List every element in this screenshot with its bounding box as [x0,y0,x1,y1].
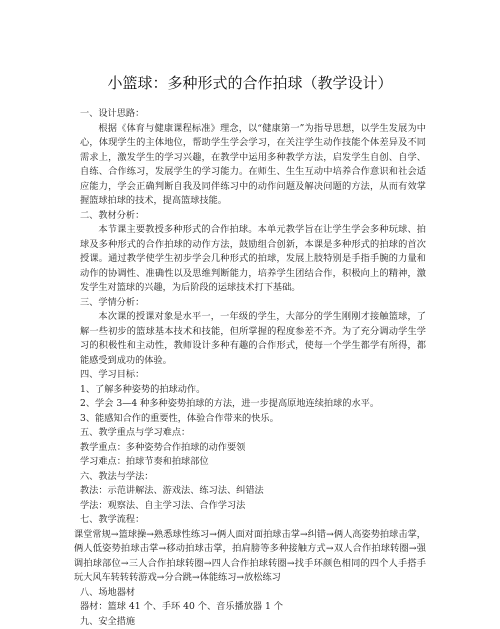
teaching-key-point: 教学重点：多种姿势合作拍球的动作要领 [80,441,426,456]
paragraph-learner-analysis: 本次课的授课对象是水平一，一年级的学生，大部分的学生刚刚才接触篮球，了解一些初步的篮球基本技术和技能，但所掌握的程度参差不齐。为了充分调动学生学习的积极性和主动性，教师设计多种有趣的合作形式，使每一个学生都学有所得，都能感受到成功的体验。 [80,310,426,368]
section-heading-focus: 五、教学重点与学习难点： [80,426,426,441]
equipment-list: 器材：篮球 41 个、手环 40 个、音乐播放器 1 个 [80,600,426,615]
learning-methods: 学法：观察法、自主学习法、合作学习法 [80,499,426,514]
goal-item: 3、能感知合作的重要性，体验合作带来的快乐。 [80,412,426,427]
teaching-methods: 教法：示范讲解法、游戏法、练习法、纠错法 [80,484,426,499]
paragraph-design-idea: 根据《体育与健康课程标准》理念，以“健康第一”为指导思想，以学生发展为中心，体现学生的主体地位，帮助学生学会学习，在关注学生动作技能个体差异及不同需求上，激发学生的学习兴趣，在教学中运用多种教学方法，启发学生自创、自学、自练、合作练习，发展学生的学习能力。在师生、生生互动中培养合作意识和社会适应能力，学会正确判断自我及同伴练习中的动作问题及解决问题的方法，从而有效掌握篮球拍球的技术，提高篮球技能。 [80,122,426,209]
learning-difficulty: 学习难点：拍球节奏和拍球部位 [80,455,426,470]
section-heading-methods: 六、教法与学法： [80,470,426,485]
section-heading-design: 一、设计思路： [80,107,426,122]
goal-item: 1、了解多种姿势的拍球动作。 [80,383,426,398]
goal-item: 2、学会 3—4 种多种姿势拍球的方法，进一步提高原地连续拍球的水平。 [80,397,426,412]
section-heading-learner: 三、学情分析： [80,296,426,311]
section-heading-material: 二、教材分析： [80,209,426,224]
section-heading-equipment: 八、场地器材 [80,586,426,601]
section-heading-safety: 九、安全措施 [80,615,426,629]
section-heading-goals: 四、学习目标： [80,368,426,383]
document-body [80,107,426,629]
paragraph-material-analysis: 本节课主要教授多种形式的合作拍球。本单元教学旨在让学生学会多种玩球、拍球及多种形式的合作拍球的动作方法，鼓励组合创新，本课是多种形式的拍球的首次授课。通过教学使学生初步学会几种形式的拍球，发展上肢特别是手指手腕的力量和动作的协调性、准确性以及思维判断能力，培养学生团结合作，积极向上的精神，激发学生对篮球的兴趣，为后阶段的运球技术打下基础。 [80,223,426,296]
paragraph-teaching-process: 课堂常规→篮球操→熟悉球性练习→俩人面对面拍球击掌→纠错→俩人高姿势拍球击掌，俩人低姿势拍球击掌→移动拍球击掌，拍肩膀等多种接触方式→双人合作拍球转圈→强调拍球部位→三人合作拍球转圈→四人合作拍球转圈→找手环颜色相同的四个人手搭手玩大风车转转转游戏→分合跳→体能练习→放松练习 [74,528,426,586]
document-title: 小篮球：多种形式的合作拍球（教学设计） [0,72,500,93]
section-heading-process: 七、教学流程： [80,513,426,528]
